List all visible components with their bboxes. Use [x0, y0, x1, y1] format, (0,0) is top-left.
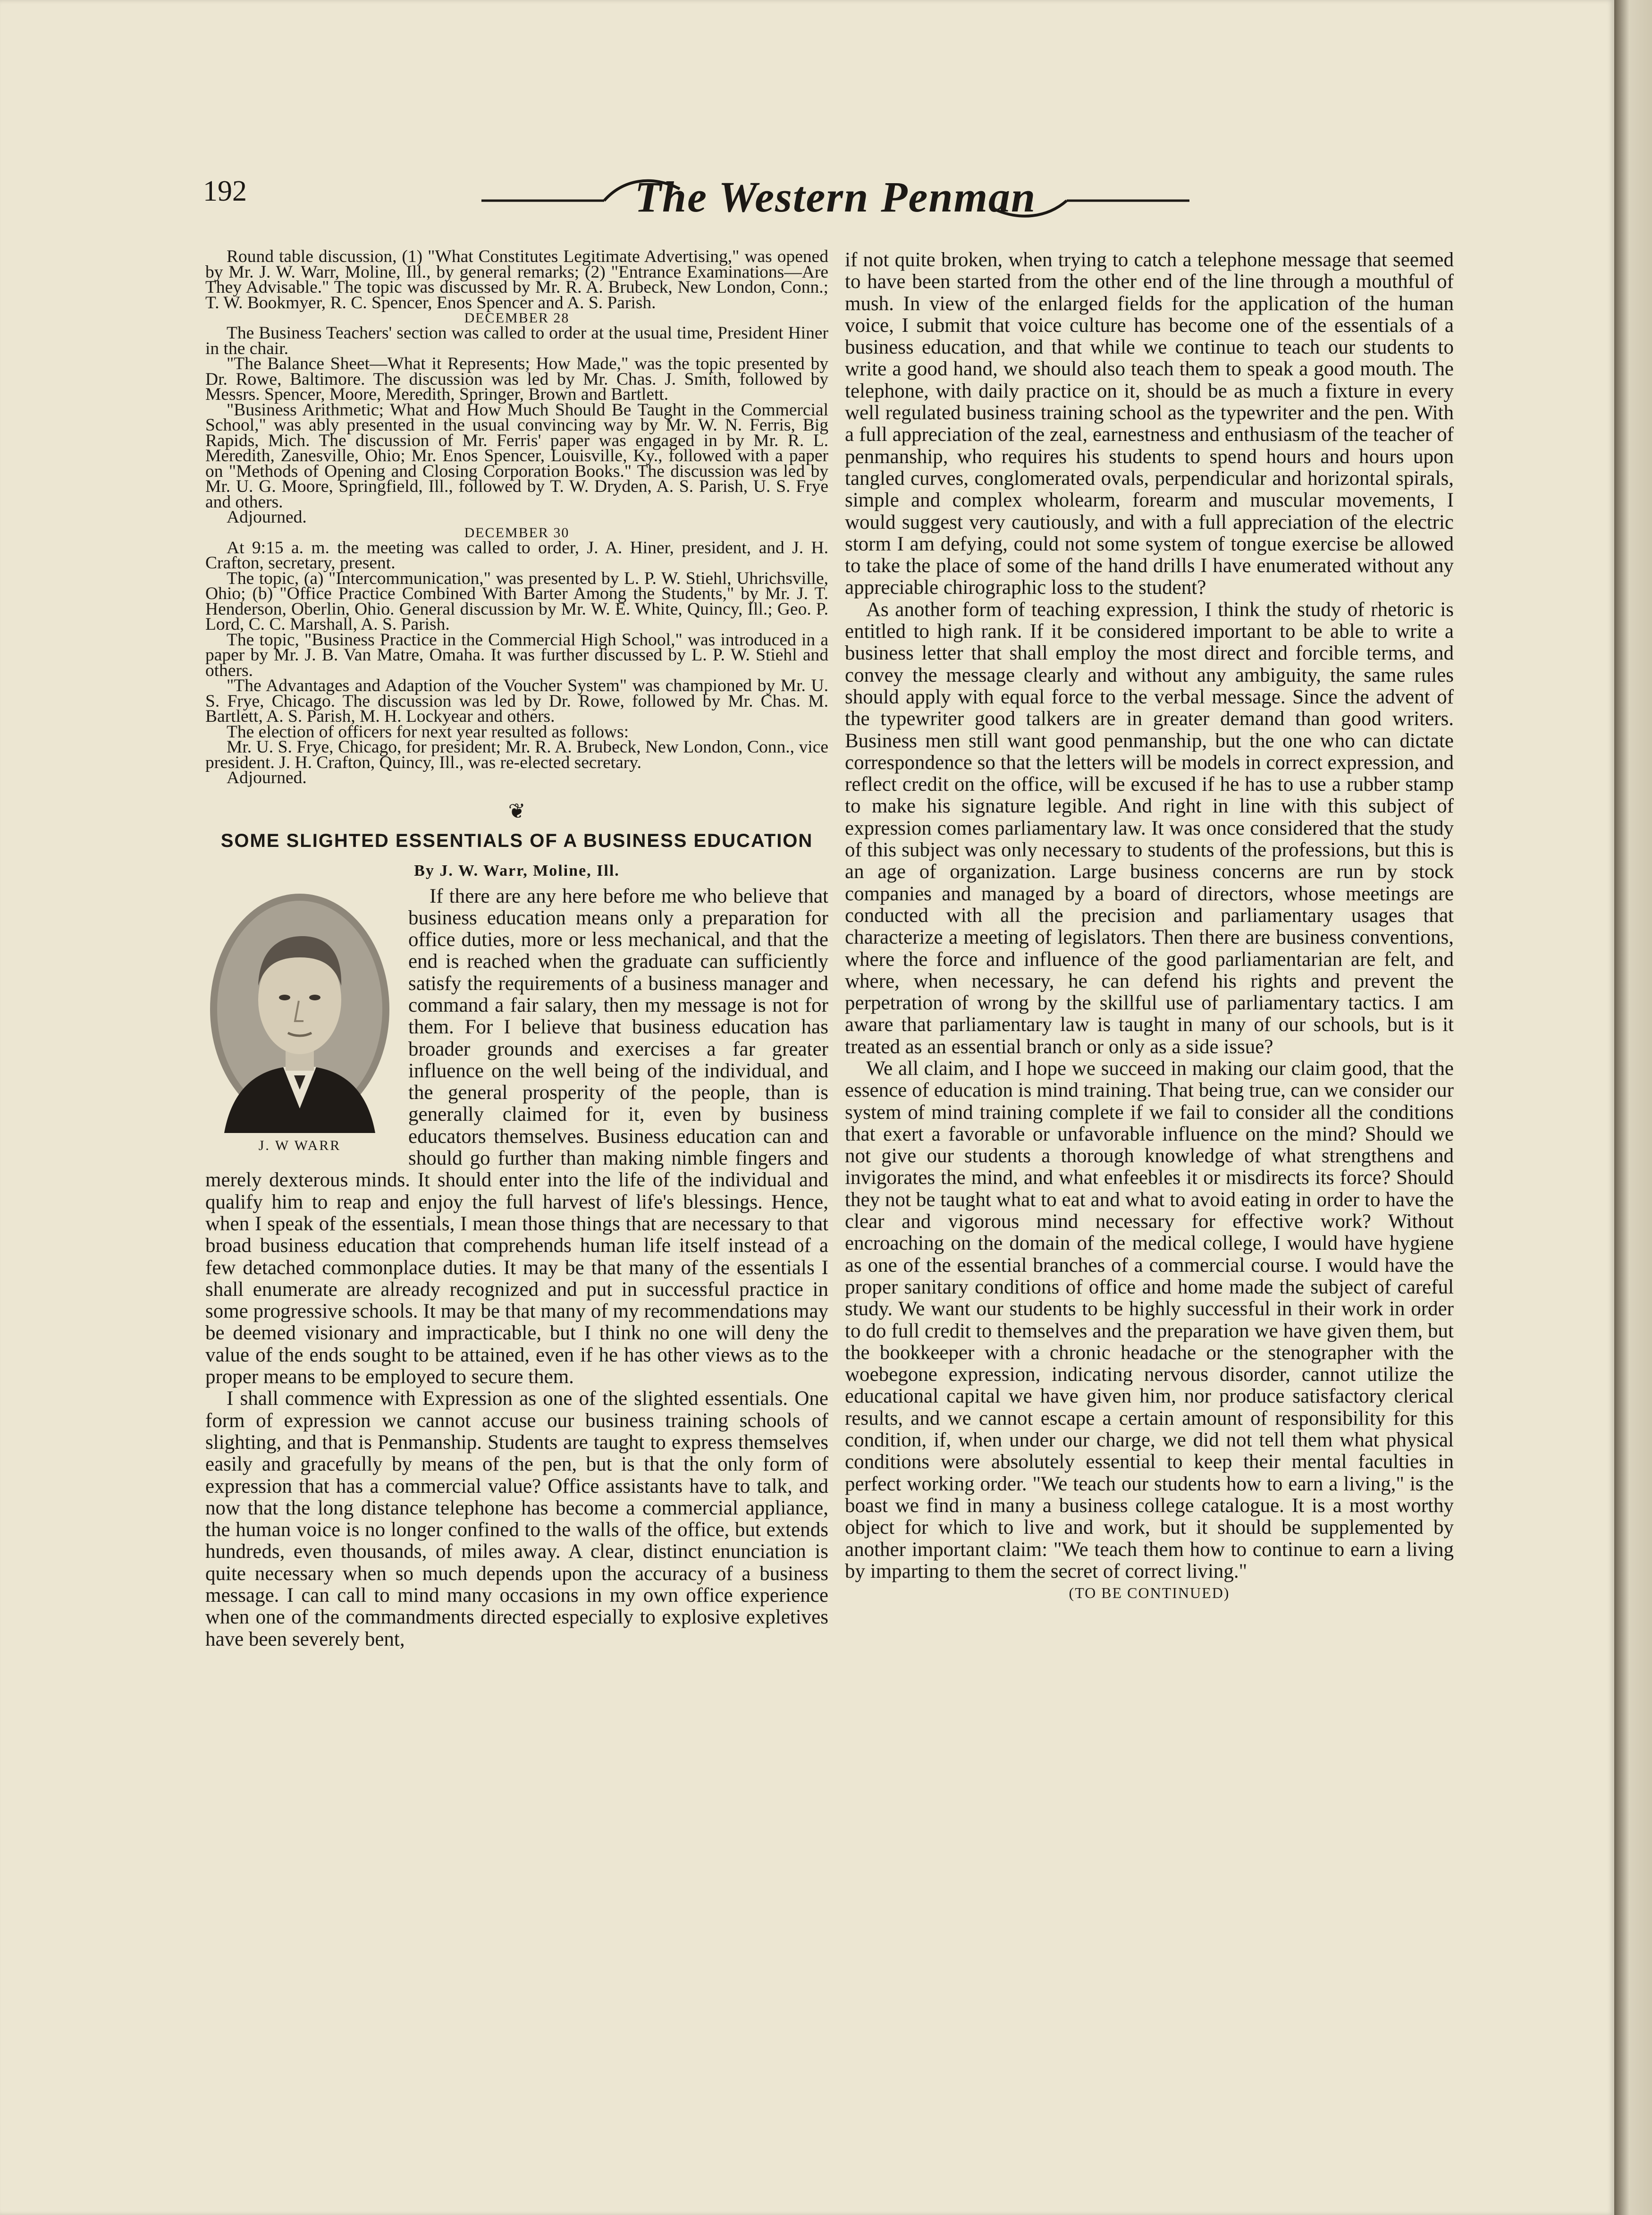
- minutes-paragraph: Adjourned.: [227, 768, 307, 787]
- portrait-figure: [205, 891, 394, 1154]
- page-binding-edge: [1614, 0, 1652, 2215]
- article-paragraph: As another form of teaching expression, I think the study of rhetoric is entitled to high rank. If it be considered important to be able to write a business letter that shall employ the most direct and forcible terms, and convey the message clearly and without any ambiguity, the same rules should apply with equal force to the verbal message. Since the advent of the typewriter good talkers are in greater demand than good writers. Business men still want good penmanship, but the one who can dictate correspondence so that the letters will be models in correct expression, and reflect credit on the office, will be excused if he has to use a rubber stamp to make his signature legible. And right in line with this subject of expression comes parliamentary law. It was once considered that the study of this subject was only necessary to students of the professions, but this is an age of organization. Large business concerns are run by stock companies and managed by a board of directors, whose meetings are conducted with all the precision and parliamentary usages that characterize a meeting of legislators. Then there are business conventions, where the force and influence of the good parliamentarian are felt, and where, when necessary, he can defend his rights and prevent the perpetration of wrong by the skillful use of parliamentary tactics. I am aware that parliamentary law is taught in many of our schools, but is it treated as an essential branch or only as a side issue?: [845, 598, 1454, 1058]
- minutes-paragraph: The Business Teachers' section was called to order at the usual time, President Hiner in the chair.: [205, 323, 828, 358]
- left-column: [205, 249, 828, 1650]
- minutes-paragraph: The topic, (a) "Intercommunication," was presented by L. P. W. Stiehl, Uhrichsville, Ohio; (b) "Office Practice Combined With Barter Among the Students," by Mr. J. T. Henderson, Oberlin, Ohio. General discussion by Mr. W. E. White, Quincy, Ill.; Geo. P. Lord, C. C. Marshall, A. S. Parish.: [205, 568, 828, 634]
- ornament-icon: ❦: [508, 799, 526, 823]
- minutes-paragraph: Round table discussion, (1) "What Constitutes Legitimate Advertising," was opened by Mr. J. W. Warr, Moline, Ill., by general remarks; (2) "Entrance Examinations—Are They Advisable." The topic was discussed by Mr. R. A. Brubeck, New London, Conn.; T. W. Bookmyer, R. C. Spencer, Enos Spencer and A. S. Parish.: [205, 247, 828, 313]
- minutes-paragraph: At 9:15 a. m. the meeting was called to order, J. A. Hiner, president, and J. H. Crafton, secretary, present.: [205, 538, 828, 573]
- byline: By J. W. Warr, Moline, Ill.: [414, 862, 620, 879]
- article-paragraph: if not quite broken, when trying to catch a telephone message that seemed to have been started from the other end of the line through a mouthful of mush. In view of the enlarged fields for the application of the human voice, I submit that voice culture has become one of the essentials of a business education, and that while we continue to teach our students to write a good hand, we should also teach them to speak a good mouth. The telephone, with daily practice on it, should be as much a fixture in every well regulated business training school as the typewriter and the pen. With a full appreciation of the zeal, earnestness and enthusiasm of the teacher of penmanship, who requires his students to spend hours and hours upon tangled curves, conglomerated ovals, perpendicular and horizontal spirals, simple and complex wholearm, forearm and muscular movements, I would suggest very cautiously, and with a full appreciation of the electric storm I am defying, could not some system of tongue exercise be allowed to take the place of some of the hand drills I have enumerated without any appreciable chirographic loss to the student?: [845, 249, 1454, 599]
- minutes-paragraph: Adjourned.: [227, 507, 307, 527]
- portrait-image: [205, 891, 394, 1133]
- article-title: SOME SLIGHTED ESSENTIALS OF A BUSINESS EDUCATION: [220, 830, 813, 851]
- minutes-paragraph: The election of officers for next year resulted as follows:: [227, 722, 629, 742]
- minutes-paragraph: "The Advantages and Adaption of the Voucher System" was championed by Mr. U. S. Frye, Chicago. The discussion was led by Dr. Rowe, followed by Mr. Chas. M. Bartlett, A. S. Parish, M. H. Lockyear and others.: [205, 676, 828, 726]
- article-paragraph: I shall commence with Expression as one of the slighted essentials. One form of expression we cannot accuse our business training schools of slighting, and that is Penmanship. Students are taught to express themselves easily and gracefully by means of the pen, but is that the only form of expression that has a commercial value? Office assistants have to talk, and now that the long distance telephone has become a commercial appliance, the human voice is no longer confined to the walls of the office, but extends hundreds, even thousands, of miles away. A clear, distinct enunciation is quite necessary when so much depends upon the accuracy of a business message. I can call to mind many occasions in my own office experience when one of the commandments directed especially to explosive expletives have been severely bent,: [205, 1387, 828, 1650]
- date-heading: DECEMBER 30: [464, 524, 570, 541]
- masthead-logo: [481, 161, 1189, 231]
- article-paragraph: We all claim, and I hope we succeed in making our claim good, that the essence of education is mind training. That being true, can we consider our system of mind training complete if we fail to consider all the conditions that exert a favorable or unfavorable influence on the mind? Should we not give our students a thorough knowledge of what strengthens and invigorates the mind, and what enfeebles it or misdirects its force? Should they not be taught what to eat and what to avoid eating in order to have the clear and vigorous mind necessary for effective work? Without encroaching on the domain of the medical college, I would have hygiene as one of the essential branches of a commercial course. I would have the proper sanitary conditions of office and home made the subject of careful study. We want our students to be highly successful in their work in order to do full credit to themselves and the preparation we have given them, but the bookkeeper with a chronic headache or the stenographer with the woebegone expression, indicating nervous disorder, cannot utilize the educational capital we have given him, nor produce satisfactory clerical results, and we cannot escape a certain amount of responsibility for this condition, if, when under our charge, we did not tell them what physical conditions were absolutely essential to keep their mental faculties in perfect working order. "We teach our students how to earn a living," is the boast we find in many a business college catalogue. It is a most worthy object for which to live and work, but it should be supplemented by another important claim: "We teach them how to continue to earn a living by imparting to them the secret of correct living.": [845, 1057, 1454, 1582]
- article-paragraph: If there are any here before me who believe that business education means only a preparation for office duties, more or less mechanical, and that the end is reached when the graduate can sufficiently satisfy the requirements of a business manager and command a fair salary, then my message is not for them. For I believe that business education has broader grounds and exercises a far greater influence on the well being of the individual, and the general prosperity of the people, than is generally claimed for it, even by business educators themselves. Business education can and should go further than making nimble fingers and merely dexterous minds. It should enter into the life of the individual and qualify him to reap and enjoy the full harvest of life's blessings. Hence, when I speak of the essentials, I mean those things that are necessary to that broad business education that comprehends human life itself instead of a few detached commonplace duties. It may be that many of the essentials I shall enumerate are already recognized and put in successful practice in some progressive schools. It may be that many of my recommendations may be deemed visionary and impracticable, but I think no one will deny the value of the ends sought to be attained, even if he has other views as to the proper means to be employed to secure them.: [205, 885, 828, 1388]
- page-number: 192: [203, 175, 247, 207]
- portrait-caption: J. W WARR: [258, 1137, 341, 1153]
- svg-text:The Western Penman: The Western Penman: [634, 173, 1037, 221]
- minutes-paragraph: Mr. U. S. Frye, Chicago, for president; Mr. R. A. Brubeck, New London, Conn., vice president. J. H. Crafton, Quincy, Ill., was re-elected secretary.: [205, 737, 828, 772]
- right-column: [845, 249, 1454, 1602]
- date-heading: DECEMBER 28: [464, 310, 570, 326]
- minutes-paragraph: "Business Arithmetic; What and How Much Should Be Taught in the Commercial School," was ably presented in the usual convincing way by Mr. W. N. Ferris, Big Rapids, Mich. The discussion of Mr. Ferris' paper was engaged in by Mr. R. L. Meredith, Zanesville, Ohio; Mr. Enos Spencer, Louisville, Ky., followed with a paper on "Methods of Opening and Closing Corporation Books." The discussion was led by Mr. U. G. Moore, Springfield, Ill., followed by T. W. Dryden, A. S. Parish, U. S. Frye and others.: [205, 400, 828, 512]
- minutes-paragraph: The topic, "Business Practice in the Commercial High School," was introduced in a paper by Mr. J. B. Van Matre, Omaha. It was further discussed by L. P. W. Stiehl and others.: [205, 630, 828, 680]
- minutes-paragraph: "The Balance Sheet—What it Represents; How Made," was the topic presented by Dr. Rowe, Baltimore. The discussion was led by Mr. Chas. J. Smith, followed by Messrs. Spencer, Moore, Meredith, Springer, Brown and Bartlett.: [205, 354, 828, 404]
- to-be-continued: (TO BE CONTINUED): [1069, 1584, 1230, 1602]
